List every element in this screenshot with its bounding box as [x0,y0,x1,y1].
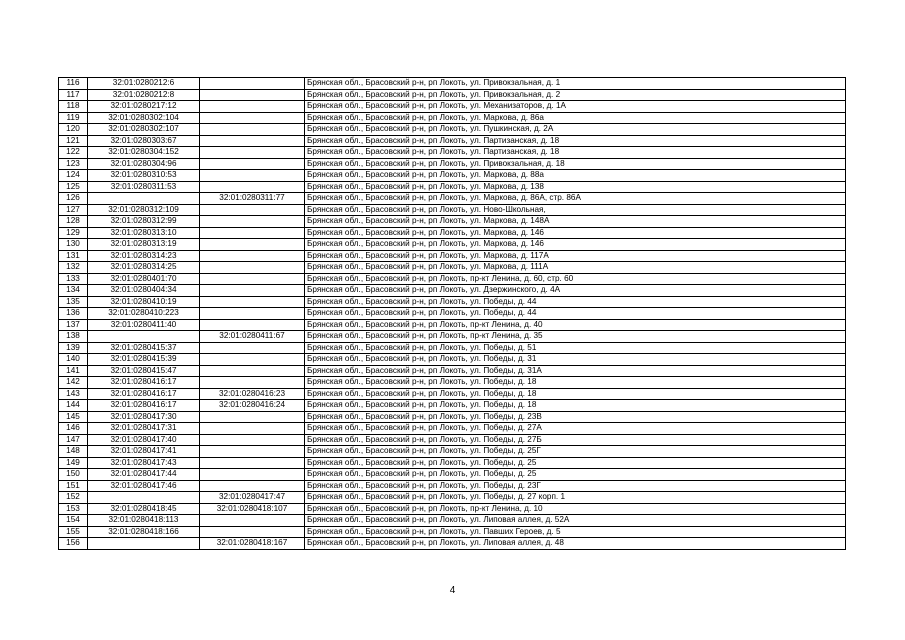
address-cell: Брянская обл., Брасовский р-н, рп Локоть, пр-кт Ленина, д. 60, стр. 60 [305,273,846,285]
row-number-cell: 150 [59,469,88,481]
cadastral-number-cell: 32:01:0280212:8 [88,89,200,101]
row-number-cell: 135 [59,296,88,308]
table-row [59,538,846,550]
cadastral-number-cell: 32:01:0280411:40 [88,319,200,331]
table-row [59,296,846,308]
cadastral-number-cell: 32:01:0280302:107 [88,124,200,136]
table-row [59,423,846,435]
row-number-cell: 141 [59,365,88,377]
address-cell: Брянская обл., Брасовский р-н, рп Локоть, ул. Победы, д. 23В [305,411,846,423]
cadastral-table [58,77,846,550]
related-cadastral-number-cell [200,434,305,446]
cadastral-number-cell: 32:01:0280417:43 [88,457,200,469]
address-cell: Брянская обл., Брасовский р-н, рп Локоть, ул. Павших Героев, д. 5 [305,526,846,538]
table-row [59,492,846,504]
cadastral-number-cell: 32:01:0280416:17 [88,377,200,389]
address-cell: Брянская обл., Брасовский р-н, рп Локоть, ул. Маркова, д. 111А [305,262,846,274]
table-row [59,124,846,136]
table-row [59,480,846,492]
table-row [59,342,846,354]
table-row [59,89,846,101]
address-cell: Брянская обл., Брасовский р-н, рп Локоть, ул. Победы, д. 18 [305,377,846,389]
address-cell: Брянская обл., Брасовский р-н, рп Локоть, ул. Привокзальная, д. 2 [305,89,846,101]
cadastral-number-cell: 32:01:0280302:104 [88,112,200,124]
table-row [59,158,846,170]
related-cadastral-number-cell [200,216,305,228]
row-number-cell: 133 [59,273,88,285]
address-cell: Брянская обл., Брасовский р-н, рп Локоть, ул. Маркова, д. 86А, стр. 86А [305,193,846,205]
table-row [59,101,846,113]
related-cadastral-number-cell [200,411,305,423]
table-row [59,400,846,412]
related-cadastral-number-cell: 32:01:0280411:67 [200,331,305,343]
related-cadastral-number-cell [200,101,305,113]
cadastral-number-cell: 32:01:0280313:19 [88,239,200,251]
address-cell: Брянская обл., Брасовский р-н, рп Локоть, ул. Победы, д. 25Г [305,446,846,458]
row-number-cell: 129 [59,227,88,239]
row-number-cell: 148 [59,446,88,458]
table-row [59,262,846,274]
cadastral-number-cell: 32:01:0280304:152 [88,147,200,159]
cadastral-number-cell: 32:01:0280303:67 [88,135,200,147]
address-cell: Брянская обл., Брасовский р-н, рп Локоть, ул. Победы, д. 44 [305,296,846,308]
related-cadastral-number-cell: 32:01:0280418:107 [200,503,305,515]
address-cell: Брянская обл., Брасовский р-н, рп Локоть, пр-кт Ленина, д. 40 [305,319,846,331]
table-row [59,170,846,182]
row-number-cell: 127 [59,204,88,216]
cadastral-number-cell: 32:01:0280417:41 [88,446,200,458]
table-row [59,308,846,320]
row-number-cell: 139 [59,342,88,354]
address-cell: Брянская обл., Брасовский р-н, рп Локоть, ул. Победы, д. 25 [305,457,846,469]
cadastral-number-cell: 32:01:0280415:39 [88,354,200,366]
cadastral-number-cell: 32:01:0280417:40 [88,434,200,446]
row-number-cell: 153 [59,503,88,515]
address-cell: Брянская обл., Брасовский р-н, рп Локоть, ул. Дзержинского, д. 4А [305,285,846,297]
address-cell: Брянская обл., Брасовский р-н, рп Локоть, ул. Победы, д. 44 [305,308,846,320]
related-cadastral-number-cell [200,457,305,469]
row-number-cell: 120 [59,124,88,136]
table-row [59,193,846,205]
table-row [59,319,846,331]
cadastral-number-cell: 32:01:0280314:23 [88,250,200,262]
address-cell: Брянская обл., Брасовский р-н, рп Локоть, ул. Маркова, д. 148А [305,216,846,228]
cadastral-number-cell: 32:01:0280417:31 [88,423,200,435]
related-cadastral-number-cell [200,480,305,492]
address-cell: Брянская обл., Брасовский р-н, рп Локоть, ул. Маркова, д. 146 [305,239,846,251]
cadastral-number-cell: 32:01:0280417:46 [88,480,200,492]
related-cadastral-number-cell [200,112,305,124]
table-row [59,446,846,458]
row-number-cell: 126 [59,193,88,205]
related-cadastral-number-cell [200,227,305,239]
cadastral-number-cell: 32:01:0280418:45 [88,503,200,515]
related-cadastral-number-cell [200,308,305,320]
address-cell: Брянская обл., Брасовский р-н, рп Локоть, ул. Победы, д. 51 [305,342,846,354]
address-cell: Брянская обл., Брасовский р-н, рп Локоть, ул. Победы, д. 23Г [305,480,846,492]
table-row [59,515,846,527]
related-cadastral-number-cell [200,354,305,366]
table-row [59,239,846,251]
related-cadastral-number-cell [200,526,305,538]
cadastral-number-cell: 32:01:0280410:19 [88,296,200,308]
related-cadastral-number-cell [200,204,305,216]
table-row [59,411,846,423]
related-cadastral-number-cell [200,89,305,101]
address-cell: Брянская обл., Брасовский р-н, рп Локоть, ул. Маркова, д. 117А [305,250,846,262]
related-cadastral-number-cell [200,319,305,331]
row-number-cell: 116 [59,78,88,90]
row-number-cell: 128 [59,216,88,228]
related-cadastral-number-cell [200,181,305,193]
row-number-cell: 155 [59,526,88,538]
address-cell: Брянская обл., Брасовский р-н, рп Локоть, ул. Победы, д. 25 [305,469,846,481]
row-number-cell: 147 [59,434,88,446]
cadastral-number-cell: 32:01:0280312:99 [88,216,200,228]
cadastral-number-cell: 32:01:0280417:30 [88,411,200,423]
table-row [59,204,846,216]
row-number-cell: 131 [59,250,88,262]
cadastral-number-cell: 32:01:0280410:223 [88,308,200,320]
address-cell: Брянская обл., Брасовский р-н, рп Локоть, ул. Партизанская, д. 18 [305,147,846,159]
related-cadastral-number-cell [200,250,305,262]
row-number-cell: 121 [59,135,88,147]
related-cadastral-number-cell [200,285,305,297]
cadastral-number-cell: 32:01:0280313:10 [88,227,200,239]
related-cadastral-number-cell [200,365,305,377]
row-number-cell: 146 [59,423,88,435]
related-cadastral-number-cell [200,342,305,354]
row-number-cell: 130 [59,239,88,251]
related-cadastral-number-cell [200,124,305,136]
table-row [59,457,846,469]
row-number-cell: 123 [59,158,88,170]
table-row [59,434,846,446]
row-number-cell: 154 [59,515,88,527]
address-cell: Брянская обл., Брасовский р-н, рп Локоть, ул. Партизанская, д. 18 [305,135,846,147]
table-row [59,503,846,515]
cadastral-number-cell [88,193,200,205]
cadastral-number-cell [88,538,200,550]
related-cadastral-number-cell: 32:01:0280418:167 [200,538,305,550]
table-row [59,181,846,193]
address-cell: Брянская обл., Брасовский р-н, рп Локоть, ул. Маркова, д. 88а [305,170,846,182]
cadastral-number-cell: 32:01:0280217:12 [88,101,200,113]
address-cell: Брянская обл., Брасовский р-н, рп Локоть, ул. Победы, д. 18 [305,400,846,412]
related-cadastral-number-cell [200,446,305,458]
table-row [59,365,846,377]
related-cadastral-number-cell [200,423,305,435]
cadastral-number-cell: 32:01:0280311:53 [88,181,200,193]
row-number-cell: 142 [59,377,88,389]
address-cell: Брянская обл., Брасовский р-н, рп Локоть, ул. Липовая аллея, д. 48 [305,538,846,550]
cadastral-number-cell: 32:01:0280418:166 [88,526,200,538]
cadastral-number-cell: 32:01:0280415:47 [88,365,200,377]
row-number-cell: 118 [59,101,88,113]
row-number-cell: 144 [59,400,88,412]
cadastral-number-cell: 32:01:0280415:37 [88,342,200,354]
address-cell: Брянская обл., Брасовский р-н, рп Локоть, ул. Маркова, д. 138 [305,181,846,193]
related-cadastral-number-cell [200,239,305,251]
row-number-cell: 145 [59,411,88,423]
row-number-cell: 125 [59,181,88,193]
table-row [59,469,846,481]
table-row [59,78,846,90]
related-cadastral-number-cell [200,377,305,389]
row-number-cell: 151 [59,480,88,492]
related-cadastral-number-cell: 32:01:0280416:23 [200,388,305,400]
related-cadastral-number-cell: 32:01:0280416:24 [200,400,305,412]
row-number-cell: 136 [59,308,88,320]
row-number-cell: 124 [59,170,88,182]
table-row [59,388,846,400]
row-number-cell: 134 [59,285,88,297]
cadastral-number-cell: 32:01:0280314:25 [88,262,200,274]
related-cadastral-number-cell [200,469,305,481]
row-number-cell: 138 [59,331,88,343]
address-cell: Брянская обл., Брасовский р-н, рп Локоть, ул. Победы, д. 27Б [305,434,846,446]
cadastral-number-cell [88,492,200,504]
address-cell: Брянская обл., Брасовский р-н, рп Локоть, пр-кт Ленина, д. 10 [305,503,846,515]
cadastral-number-cell: 32:01:0280304:96 [88,158,200,170]
cadastral-number-cell: 32:01:0280401:70 [88,273,200,285]
related-cadastral-number-cell [200,147,305,159]
related-cadastral-number-cell [200,515,305,527]
address-cell: Брянская обл., Брасовский р-н, рп Локоть, ул. Привокзальная, д. 1 [305,78,846,90]
address-cell: Брянская обл., Брасовский р-н, рп Локоть, ул. Победы, д. 27 корп. 1 [305,492,846,504]
cadastral-number-cell: 32:01:0280416:17 [88,388,200,400]
table-row [59,354,846,366]
related-cadastral-number-cell [200,296,305,308]
address-cell: Брянская обл., Брасовский р-н, рп Локоть, ул. Маркова, д. 86а [305,112,846,124]
table-row [59,273,846,285]
row-number-cell: 117 [59,89,88,101]
row-number-cell: 140 [59,354,88,366]
table-row [59,216,846,228]
address-cell: Брянская обл., Брасовский р-н, рп Локоть, пр-кт Ленина, д. 35 [305,331,846,343]
row-number-cell: 156 [59,538,88,550]
cadastral-number-cell: 32:01:0280416:17 [88,400,200,412]
page-number: 4 [449,585,456,596]
cadastral-table-body [59,78,846,550]
address-cell: Брянская обл., Брасовский р-н, рп Локоть, ул. Липовая аллея, д. 52А [305,515,846,527]
table-row [59,526,846,538]
cadastral-number-cell [88,331,200,343]
address-cell: Брянская обл., Брасовский р-н, рп Локоть, ул. Победы, д. 27А [305,423,846,435]
row-number-cell: 119 [59,112,88,124]
address-cell: Брянская обл., Брасовский р-н, рп Локоть, ул. Победы, д. 31А [305,365,846,377]
cadastral-number-cell: 32:01:0280212:6 [88,78,200,90]
address-cell: Брянская обл., Брасовский р-н, рп Локоть, ул. Механизаторов, д. 1А [305,101,846,113]
related-cadastral-number-cell [200,273,305,285]
address-cell: Брянская обл., Брасовский р-н, рп Локоть, ул. Ново-Школьная, [305,204,846,216]
address-cell: Брянская обл., Брасовский р-н, рп Локоть, ул. Привокзальная, д. 18 [305,158,846,170]
table-row [59,331,846,343]
cadastral-number-cell: 32:01:0280310:53 [88,170,200,182]
table-row [59,377,846,389]
table-row [59,285,846,297]
related-cadastral-number-cell: 32:01:0280417:47 [200,492,305,504]
table-row [59,227,846,239]
row-number-cell: 122 [59,147,88,159]
address-cell: Брянская обл., Брасовский р-н, рп Локоть, ул. Маркова, д. 146 [305,227,846,239]
row-number-cell: 132 [59,262,88,274]
related-cadastral-number-cell [200,135,305,147]
related-cadastral-number-cell [200,170,305,182]
address-cell: Брянская обл., Брасовский р-н, рп Локоть, ул. Победы, д. 18 [305,388,846,400]
cadastral-number-cell: 32:01:0280312:109 [88,204,200,216]
related-cadastral-number-cell [200,262,305,274]
table-row [59,147,846,159]
row-number-cell: 152 [59,492,88,504]
address-cell: Брянская обл., Брасовский р-н, рп Локоть, ул. Победы, д. 31 [305,354,846,366]
cadastral-number-cell: 32:01:0280418:113 [88,515,200,527]
table-row [59,250,846,262]
related-cadastral-number-cell [200,158,305,170]
row-number-cell: 137 [59,319,88,331]
related-cadastral-number-cell: 32:01:0280311:77 [200,193,305,205]
cadastral-number-cell: 32:01:0280417:44 [88,469,200,481]
related-cadastral-number-cell [200,78,305,90]
cadastral-number-cell: 32:01:0280404:34 [88,285,200,297]
table-row [59,112,846,124]
row-number-cell: 149 [59,457,88,469]
address-cell: Брянская обл., Брасовский р-н, рп Локоть, ул. Пушкинская, д. 2А [305,124,846,136]
row-number-cell: 143 [59,388,88,400]
table-row [59,135,846,147]
